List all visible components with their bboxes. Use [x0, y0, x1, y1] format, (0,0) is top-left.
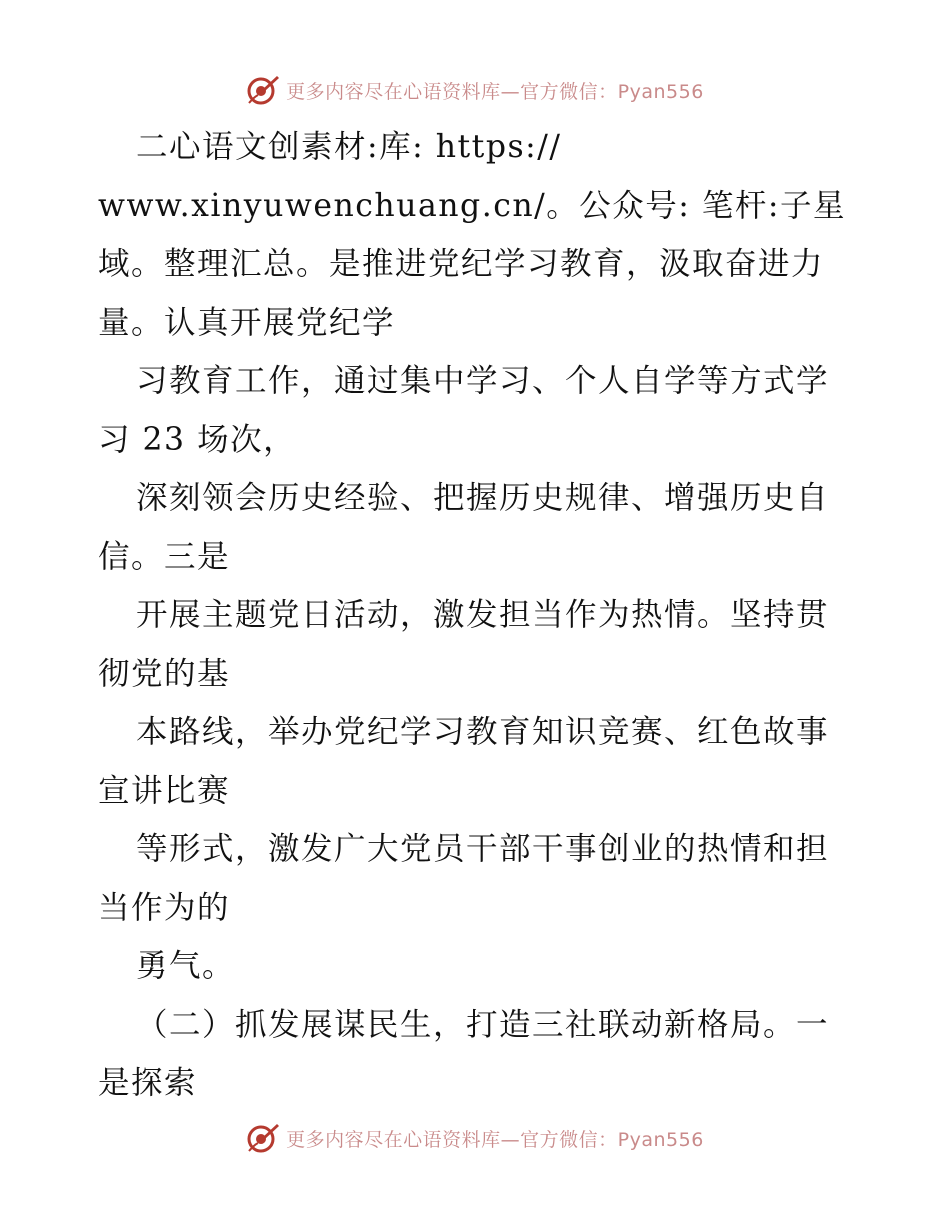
body-line: 彻党的基	[98, 655, 231, 692]
document-body	[98, 118, 858, 1113]
footer-banner-text: 更多内容尽在心语资料库—官方微信：Pyan556	[286, 1128, 704, 1151]
body-line: 域。整理汇总。是推进党纪学习教育，汲取奋进力	[98, 246, 825, 282]
body-line: www.xinyuwenchuang.cn/。公众号: 笔杆:子星	[98, 187, 847, 224]
body-line: 是探索	[98, 1065, 198, 1101]
header-banner	[0, 70, 950, 110]
body-line: 等形式，激发广大党员干部干事创业的热情和担	[136, 831, 830, 867]
brush-logo-icon	[246, 1121, 280, 1155]
brush-logo-icon	[246, 73, 280, 107]
body-line: （二）抓发展谋民生，打造三社联动新格局。一	[136, 1006, 830, 1043]
footer-banner	[0, 1118, 950, 1158]
body-line: 二心语文创素材:库: https://	[136, 129, 562, 165]
header-banner-inner	[246, 73, 704, 107]
body-line: 开展主题党日活动，激发担当作为热情。坚持贯	[136, 597, 830, 633]
body-line: 深刻领会历史经验、把握历史规律、增强历史自	[136, 480, 830, 516]
body-line: 勇气。	[136, 948, 236, 984]
body-line: 习教育工作，通过集中学习、个人自学等方式学	[136, 363, 830, 399]
body-line: 当作为的	[98, 889, 231, 926]
body-line: 量。认真开展党纪学	[98, 304, 396, 341]
body-line: 习 23 场次，	[98, 421, 297, 458]
body-line: 本路线，举办党纪学习教育知识竞赛、红色故事	[136, 714, 830, 750]
footer-banner-inner	[246, 1121, 704, 1155]
header-banner-text: 更多内容尽在心语资料库—官方微信：Pyan556	[286, 80, 704, 103]
body-line: 宣讲比赛	[98, 772, 231, 809]
body-line: 信。三是	[98, 538, 231, 575]
